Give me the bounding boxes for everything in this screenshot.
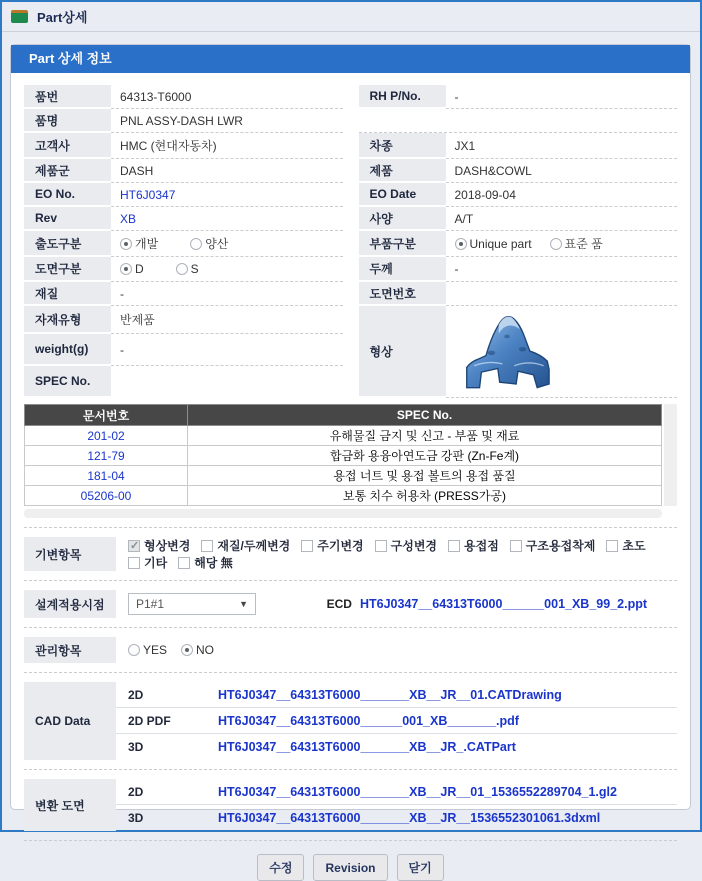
radio-no[interactable] — [181, 644, 193, 656]
file-type-label: 3D — [128, 811, 144, 825]
checkbox-cycle-change[interactable] — [301, 540, 313, 552]
field-product-group — [24, 159, 343, 183]
button-bar — [24, 854, 677, 881]
table-vertical-scrollbar[interactable] — [664, 404, 677, 506]
section-divider — [24, 840, 677, 841]
field-material — [24, 282, 343, 306]
field-value: 반제품 — [111, 306, 343, 334]
field-rh-pno — [359, 85, 678, 109]
doc-no-link[interactable]: 121-79 — [87, 448, 125, 463]
spec-table-header-spec: SPEC No. — [188, 405, 662, 426]
checkbox-composition-change[interactable] — [375, 540, 387, 552]
panel-title-bar: Part 상세 정보 — [11, 45, 690, 73]
checkbox-first-draft[interactable] — [606, 540, 618, 552]
checkbox-not-applicable[interactable] — [178, 557, 190, 569]
ecd-label: ECD — [326, 597, 352, 611]
checkbox-label: 형상변경 — [144, 539, 191, 553]
file-type-label: 3D — [128, 740, 144, 754]
field-spec-option — [359, 207, 678, 231]
info-grid — [24, 85, 677, 398]
revision-button[interactable]: Revision — [313, 854, 387, 881]
radio-label: 개발 — [135, 237, 159, 251]
cad-data-label: CAD Data — [24, 682, 116, 760]
rev-link[interactable]: XB — [120, 211, 137, 226]
table-row — [25, 426, 662, 446]
spec-desc: 용접 너트 및 용접 볼트의 용접 품질 — [188, 466, 662, 486]
chevron-down-icon: ▼ — [239, 599, 248, 609]
spec-desc: 합금화 용융아연도금 강판 (Zn-Fe계) — [188, 446, 662, 466]
table-row — [25, 486, 662, 506]
spec-desc: 보통 치수 허용차 (PRESS가공) — [188, 486, 662, 506]
field-drawing-type — [24, 257, 343, 282]
field-thickness — [359, 257, 678, 282]
field-label: 사양 — [359, 207, 446, 231]
field-shape — [359, 306, 678, 398]
field-material-type — [24, 306, 343, 334]
checkbox-material-thickness-change[interactable] — [201, 540, 213, 552]
doc-no-link[interactable]: 201-02 — [87, 428, 125, 443]
field-value: DASH&COWL — [446, 159, 678, 183]
radio-unique-part[interactable] — [455, 238, 467, 250]
field-label: RH P/No. — [359, 85, 446, 109]
spec-desc: 유해물질 금지 및 신고 - 부품 및 재료 — [188, 426, 662, 446]
field-spec-no — [24, 366, 343, 398]
field-vehicle — [359, 133, 678, 159]
edit-button[interactable]: 수정 — [257, 854, 304, 881]
table-row — [25, 466, 662, 486]
radio-label: S — [190, 262, 199, 276]
cad-2dpdf-row — [116, 708, 677, 734]
field-label: 형상 — [359, 306, 446, 398]
field-label: Rev — [24, 207, 111, 231]
checkbox-shape-change[interactable] — [128, 540, 140, 552]
section-divider — [24, 672, 677, 673]
field-label: 부품구분 — [359, 231, 446, 257]
field-label: 품명 — [24, 109, 111, 133]
checkbox-label: 초도 — [622, 539, 646, 553]
checkbox-structural-adhesive[interactable] — [510, 540, 522, 552]
field-value: DASH — [111, 159, 343, 183]
field-label: 고객사 — [24, 133, 111, 159]
field-eo-no — [24, 183, 343, 207]
radio-s[interactable] — [176, 263, 188, 275]
radio-yes[interactable] — [128, 644, 140, 656]
field-label: EO No. — [24, 183, 111, 207]
design-apply-point-label: 설계적용시점 — [24, 590, 116, 618]
converted-drawing-label: 변환 도면 — [24, 779, 116, 831]
page-bullet-icon — [11, 10, 28, 23]
close-button[interactable]: 닫기 — [397, 854, 444, 881]
field-value: JX1 — [446, 133, 678, 159]
field-label: 재질 — [24, 282, 111, 306]
cad-data-section — [24, 682, 677, 760]
field-eo-date — [359, 183, 678, 207]
page-title: Part상세 — [37, 10, 88, 25]
field-label: 출도구분 — [24, 231, 111, 257]
radio-d[interactable] — [120, 263, 132, 275]
field-rev — [24, 207, 343, 231]
cad-3d-row — [116, 734, 677, 760]
cad-2d-row — [116, 682, 677, 708]
field-label: weight(g) — [24, 334, 111, 366]
field-value: HMC (현대자동차) — [111, 133, 343, 159]
file-type-label: 2D — [128, 784, 144, 799]
field-drawing-no — [359, 282, 678, 306]
page-header — [2, 2, 700, 32]
field-product — [359, 159, 678, 183]
design-point-select[interactable] — [128, 593, 256, 615]
field-value: A/T — [446, 207, 678, 231]
checkbox-label: 재질/두께변경 — [217, 539, 291, 553]
table-row — [25, 446, 662, 466]
field-part-category — [359, 231, 678, 257]
field-value: - — [111, 282, 343, 306]
converted-2d-file-link[interactable]: HT6J0347__64313T6000_______XB__JR__01_1536552289704_1.gl2 — [218, 784, 617, 799]
info-column-right — [359, 85, 678, 398]
checkbox-other[interactable] — [128, 557, 140, 569]
design-apply-point-row — [24, 590, 677, 618]
field-value: 2018-09-04 — [446, 183, 678, 207]
field-label: 도면구분 — [24, 257, 111, 282]
radio-label: D — [135, 262, 144, 276]
converted-3d-file-link[interactable]: HT6J0347__64313T6000_______XB__JR__1536552301061.3dxml — [218, 811, 601, 825]
field-value: PNL ASSY-DASH LWR — [111, 109, 343, 133]
field-value — [446, 282, 678, 306]
radio-label: NO — [196, 643, 215, 657]
cad-3d-file-link[interactable]: HT6J0347__64313T6000_______XB__JR_.CATPart — [218, 740, 516, 754]
checkbox-label: 기타 — [144, 556, 168, 570]
radio-label: YES — [143, 643, 168, 657]
checkbox-label: 구조용접착제 — [525, 539, 596, 553]
radio-mass-production[interactable] — [190, 238, 202, 250]
field-label: 품번 — [24, 85, 111, 109]
cad-2d-file-link[interactable]: HT6J0347__64313T6000_______XB__JR__01.CATDrawing — [218, 687, 562, 702]
section-divider — [24, 769, 677, 770]
eo-no-link[interactable]: HT6J0347 — [120, 187, 176, 202]
field-label: 두께 — [359, 257, 446, 282]
field-label: 제품 — [359, 159, 446, 183]
cad-2dpdf-file-link[interactable]: HT6J0347__64313T6000______001_XB_______.pdf — [218, 713, 519, 728]
change-items-row — [24, 537, 677, 571]
field-label: 차종 — [359, 133, 446, 159]
field-part-name — [24, 109, 343, 133]
converted-drawing-section — [24, 779, 677, 831]
field-value: - — [111, 334, 343, 366]
field-value: - — [446, 85, 678, 109]
field-customer — [24, 133, 343, 159]
info-column-left — [24, 85, 343, 398]
checkbox-weld-point[interactable] — [448, 540, 460, 552]
table-horizontal-scrollbar[interactable] — [24, 509, 662, 518]
part-3d-preview — [461, 309, 553, 395]
checkbox-label: 구성변경 — [390, 539, 438, 553]
field-weight — [24, 334, 343, 366]
radio-develop[interactable] — [120, 238, 132, 250]
field-value: - — [446, 257, 678, 282]
spec-table-wrap — [24, 404, 677, 506]
spacer-row — [359, 109, 678, 133]
spec-table-header-doc: 문서번호 — [25, 405, 188, 426]
radio-label: 표준 품 — [564, 237, 603, 251]
spec-table — [24, 404, 662, 506]
management-item-label: 관리항목 — [24, 637, 116, 663]
converted-3d-row — [116, 805, 677, 831]
radio-label: 양산 — [205, 237, 229, 251]
change-items-label: 기변항목 — [24, 537, 116, 571]
management-item-row — [24, 637, 677, 663]
field-label: EO Date — [359, 183, 446, 207]
field-value: 64313-T6000 — [111, 85, 343, 109]
checkbox-label: 주기변경 — [317, 539, 364, 553]
doc-no-link[interactable]: 181-04 — [87, 468, 125, 483]
field-value — [111, 366, 343, 398]
field-label: SPEC No. — [24, 366, 111, 398]
doc-no-link[interactable]: 05206-00 — [80, 488, 132, 503]
section-divider — [24, 580, 677, 581]
ecd-file-link[interactable]: HT6J0347__64313T6000______001_XB_99_2.ppt — [359, 597, 647, 611]
converted-2d-row — [116, 779, 677, 805]
part-detail-panel — [10, 44, 691, 875]
field-release-type — [24, 231, 343, 257]
field-part-number — [24, 85, 343, 109]
checkbox-label: 용접점 — [464, 539, 499, 553]
checkbox-label: 해당 無 — [194, 556, 233, 570]
select-value: P1#1 — [136, 597, 165, 611]
field-label: 도면번호 — [359, 282, 446, 306]
file-type-label: 2D — [128, 687, 144, 702]
file-type-label: 2D PDF — [128, 713, 171, 728]
field-label: 자재유형 — [24, 306, 111, 334]
section-divider — [24, 527, 677, 528]
radio-standard-part[interactable] — [550, 238, 562, 250]
section-divider — [24, 627, 677, 628]
radio-label: Unique part — [469, 236, 532, 251]
field-label: 제품군 — [24, 159, 111, 183]
